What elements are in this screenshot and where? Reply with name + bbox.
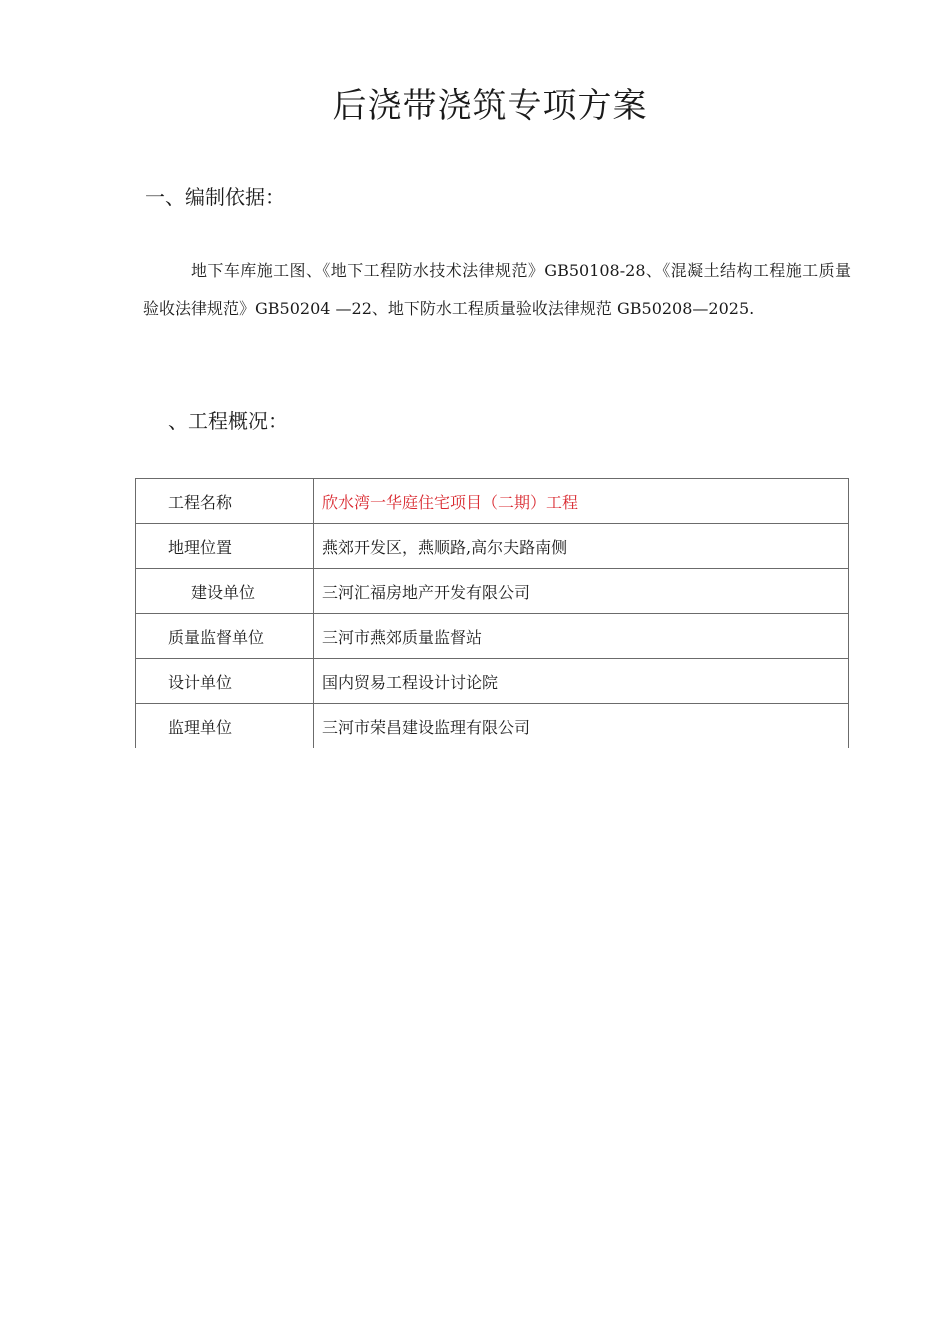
table-row-label: 建设单位 — [136, 569, 314, 614]
basis-paragraph: 地下车库施工图、《地下工程防水技术法律规范》GB50108-28、《混凝土结构工程施工质量验收法律规范》GB50204 —22、地下防水工程质量验收法律规范 GB50208—2025. — [143, 261, 851, 318]
table-row-value: 国内贸易工程设计讨论院 — [314, 659, 849, 704]
table-row-label: 监理单位 — [136, 704, 314, 749]
section-heading-basis: 一、编制依据： — [145, 185, 285, 209]
table-row-label: 设计单位 — [136, 659, 314, 704]
project-overview-table — [135, 478, 849, 748]
table-row-label: 质量监督单位 — [136, 614, 314, 659]
table-row-value: 欣水湾一华庭住宅项目（二期）工程 — [314, 479, 849, 524]
table-row — [136, 614, 849, 659]
table-row-value: 三河市荣昌建设监理有限公司 — [314, 704, 849, 749]
table-row — [136, 569, 849, 614]
section-heading-overview: 、工程概况： — [168, 409, 288, 433]
table-row-value: 燕郊开发区，燕顺路,高尔夫路南侧 — [314, 524, 849, 569]
table-row-label: 地理位置 — [136, 524, 314, 569]
page-title: 后浇带浇筑专项方案 — [332, 86, 648, 126]
table-row — [136, 479, 849, 524]
table-row-label: 工程名称 — [136, 479, 314, 524]
table-row — [136, 704, 849, 749]
table-row — [136, 659, 849, 704]
table-row-value: 三河汇福房地产开发有限公司 — [314, 569, 849, 614]
table-row — [136, 524, 849, 569]
table-row-value: 三河市燕郊质量监督站 — [314, 614, 849, 659]
